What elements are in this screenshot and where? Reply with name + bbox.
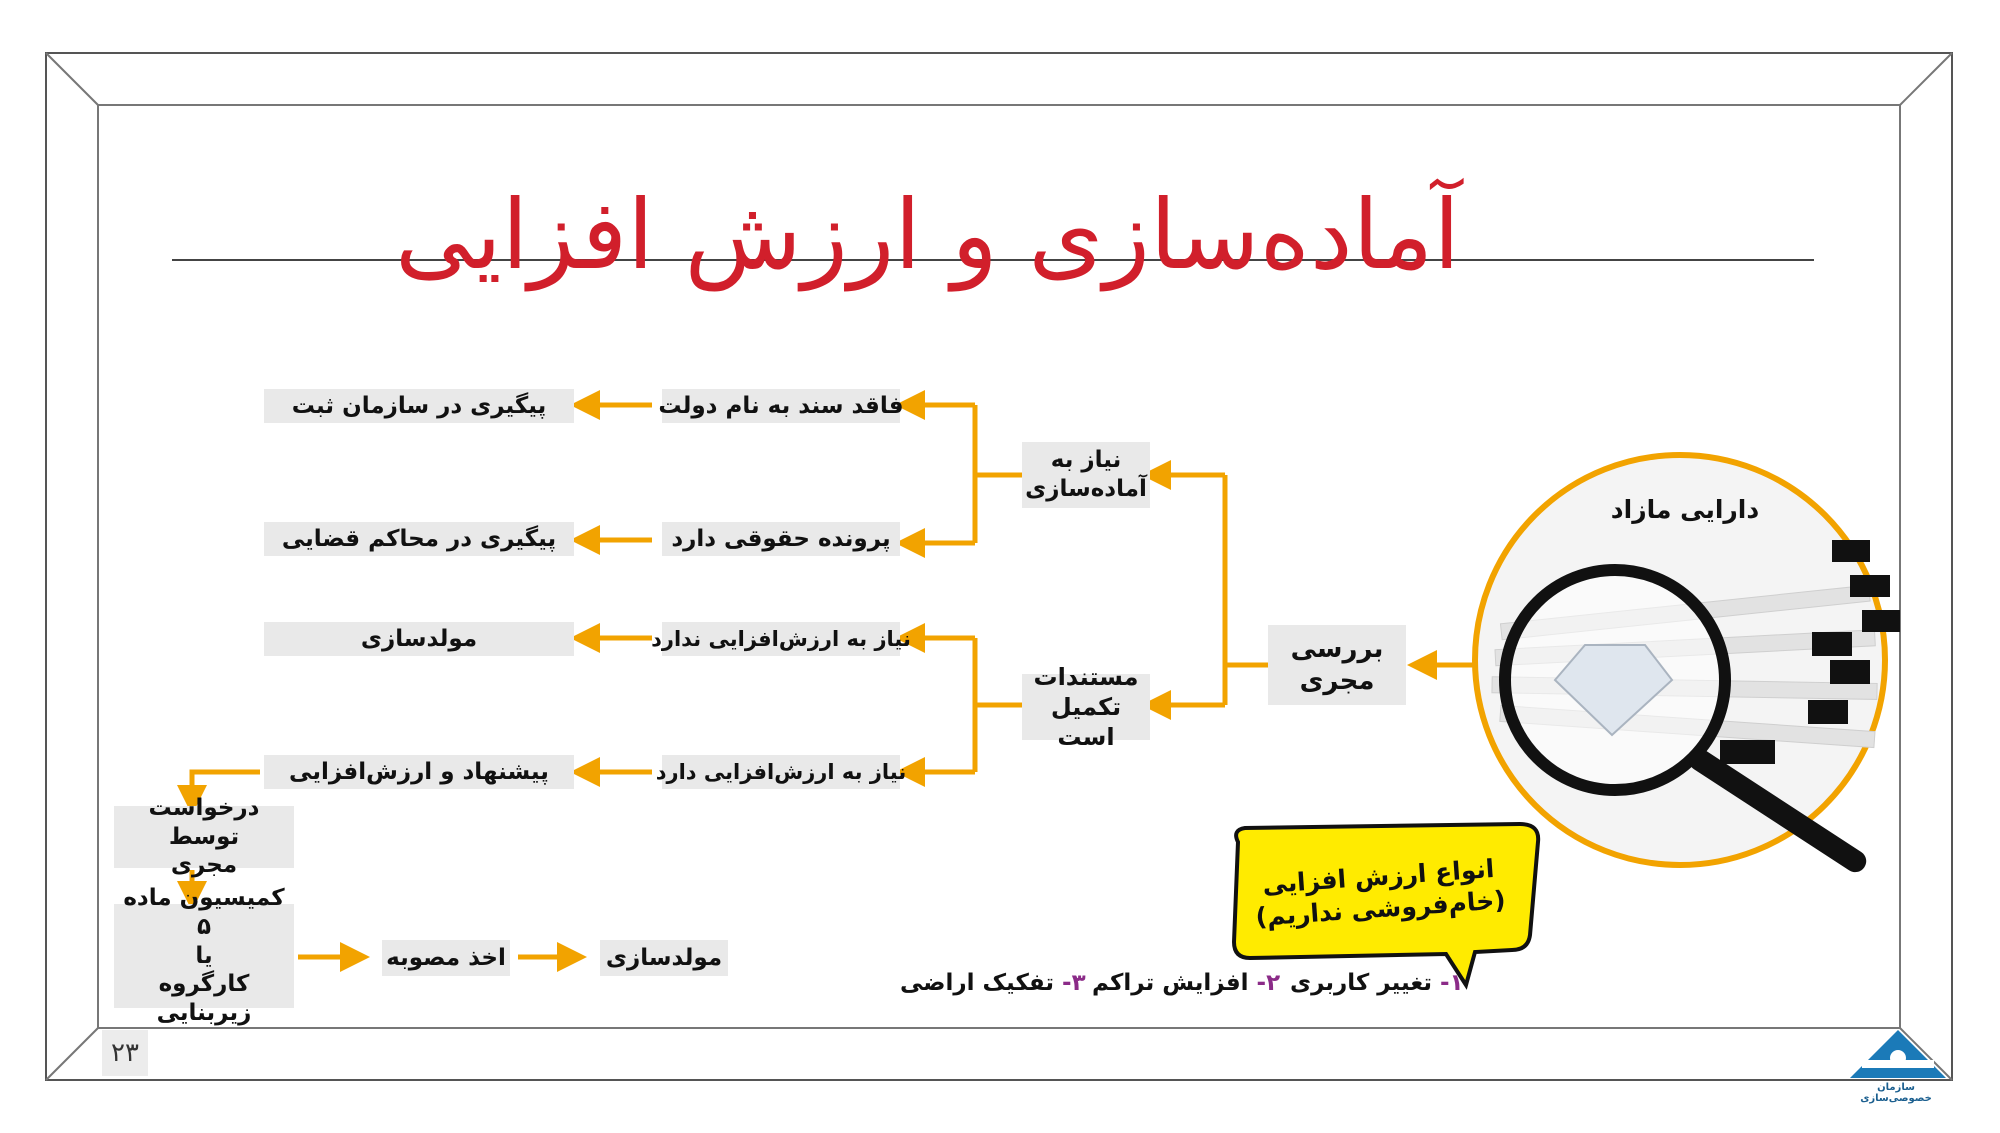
node-productize-2: مولدسازی — [600, 940, 728, 976]
type-num: ۲- — [1256, 970, 1281, 996]
type-label: افزایش تراکم — [1092, 970, 1257, 996]
bubble-line-1: انواع ارزش افزایی — [1261, 853, 1496, 899]
node-no-deed: فاقد سند به نام دولت — [662, 389, 900, 423]
organization-logo-icon — [1850, 1030, 1946, 1078]
node-needs-prep: نیاز به آماده‌سازی — [1022, 442, 1150, 508]
node-productize-1: مولدسازی — [264, 622, 574, 656]
bubble-line-2: (خام‌فروشی نداریم) — [1254, 885, 1507, 932]
node-request-by-executor: درخواست توسط مجری — [114, 806, 294, 868]
type-item-2 — [1092, 970, 1280, 996]
node-follow-registry: پیگیری در سازمان ثبت — [264, 389, 574, 423]
asset-label: دارایی مازاد — [1610, 495, 1760, 524]
page-number: ۲۳ — [102, 1030, 148, 1076]
type-num: ۱- — [1440, 970, 1464, 996]
node-legal-case: پرونده حقوقی دارد — [662, 522, 900, 556]
type-num: ۳- — [1062, 970, 1086, 996]
type-item-1 — [1290, 970, 1464, 996]
node-approval: اخذ مصوبه — [382, 940, 510, 976]
node-propose-value-add: پیشنهاد و ارزش‌افزایی — [264, 755, 574, 789]
page-title: آماده‌سازی و ارزش افزایی — [395, 179, 1460, 291]
type-label: تغییر کاربری — [1290, 970, 1440, 996]
node-follow-courts: پیگیری در محاکم قضایی — [264, 522, 574, 556]
node-commission: کمیسیون ماده ۵ یا کارگروه زیربنایی — [114, 904, 294, 1008]
type-label: تفکیک اراضی — [900, 970, 1063, 996]
logo-text: سازمان خصوصی‌سازی — [1860, 1082, 1932, 1104]
node-review: بررسی مجری — [1268, 625, 1406, 705]
node-value-add: نیاز به ارزش‌افزایی دارد — [662, 755, 900, 789]
node-docs-complete: مستندات تکمیل است — [1022, 674, 1150, 740]
type-item-3 — [900, 970, 1086, 996]
node-no-value-add: نیاز به ارزش‌افزایی ندارد — [662, 622, 900, 656]
